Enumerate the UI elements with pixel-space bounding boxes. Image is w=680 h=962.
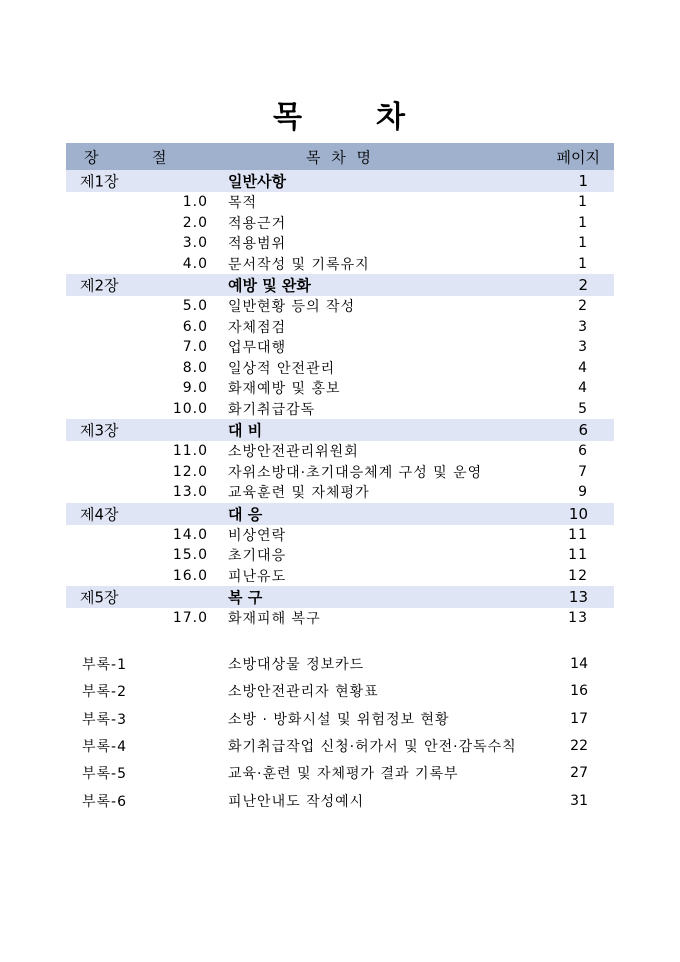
appendix-title: 소방 · 방화시설 및 위험정보 현황 — [228, 711, 450, 728]
section-page: 13 — [568, 610, 588, 627]
section-row[interactable] — [66, 296, 614, 317]
section-title: 적용근거 — [228, 215, 287, 232]
appendix-label: 부록-6 — [82, 793, 128, 810]
section-title: 적용범위 — [228, 236, 287, 253]
chapter-label: 제1장 — [80, 172, 119, 191]
section-title: 업무대행 — [228, 340, 287, 357]
appendix-title: 피난안내도 작성예시 — [228, 793, 365, 810]
section-page: 6 — [578, 443, 588, 460]
appendix-title: 소방대상물 정보카드 — [228, 657, 365, 674]
section-row[interactable] — [66, 545, 614, 566]
appendix-row[interactable] — [66, 760, 614, 787]
section-row[interactable] — [66, 441, 614, 462]
section-row[interactable] — [66, 358, 614, 379]
section-number: 16.0 — [172, 567, 208, 584]
chapter-page: 6 — [578, 421, 588, 439]
section-title: 비상연락 — [228, 527, 287, 544]
section-page: 12 — [568, 567, 588, 584]
section-title: 목적 — [228, 195, 258, 212]
section-page: 4 — [578, 380, 588, 397]
appendix-page: 31 — [570, 792, 588, 809]
section-page: 9 — [578, 484, 588, 501]
section-number: 10.0 — [172, 400, 208, 417]
appendix-row[interactable] — [66, 787, 614, 814]
chapter-label: 제5장 — [80, 588, 119, 607]
appendix-label: 부록-1 — [82, 657, 128, 674]
section-title: 문서작성 및 기록유지 — [228, 256, 370, 273]
appendix-page: 27 — [570, 765, 588, 782]
appendix-row[interactable] — [66, 651, 614, 678]
section-row[interactable] — [66, 525, 614, 546]
section-number: 1.0 — [182, 194, 208, 211]
appendix-label: 부록-4 — [82, 739, 128, 756]
section-page: 1 — [578, 214, 588, 231]
chapter-title: 대 비 — [228, 421, 263, 440]
section-number: 3.0 — [182, 235, 208, 252]
section-page: 5 — [578, 400, 588, 417]
chapter-page: 10 — [568, 504, 588, 523]
section-number: 9.0 — [182, 380, 208, 397]
appendix-page: 14 — [570, 656, 588, 673]
section-title: 소방안전관리위원회 — [228, 444, 359, 461]
chapter-row[interactable] — [66, 170, 614, 192]
chapter-page: 13 — [568, 588, 588, 606]
chapter-page: 1 — [578, 172, 588, 190]
appendix-label: 부록-3 — [82, 711, 128, 728]
chapter-title: 대 응 — [228, 505, 263, 523]
section-page: 11 — [568, 526, 588, 543]
section-page: 11 — [568, 547, 588, 564]
section-number: 15.0 — [172, 547, 208, 564]
section-row[interactable] — [66, 482, 614, 503]
section-title: 자위소방대·초기대응체계 구성 및 운영 — [228, 464, 483, 481]
page-title-right: 차 — [376, 100, 407, 135]
appendix-page: 22 — [570, 738, 588, 755]
page-title-left: 목 — [273, 100, 304, 135]
section-title: 화기취급감독 — [228, 401, 316, 418]
section-page: 3 — [578, 318, 588, 335]
section-page: 2 — [578, 298, 588, 315]
section-title: 화재피해 복구 — [228, 611, 321, 628]
appendix-row[interactable] — [66, 732, 614, 759]
section-page: 3 — [578, 339, 588, 356]
section-row[interactable] — [66, 608, 614, 629]
section-title: 화재예방 및 홍보 — [228, 381, 341, 398]
section-number: 7.0 — [182, 339, 208, 356]
section-page: 1 — [578, 194, 588, 211]
section-row[interactable] — [66, 192, 614, 213]
appendix-label: 부록-5 — [82, 766, 128, 783]
chapter-title: 일반사항 — [228, 172, 286, 191]
chapter-label: 제2장 — [80, 276, 119, 295]
chapter-title: 복 구 — [228, 588, 263, 607]
section-row[interactable] — [66, 254, 614, 275]
section-number: 13.0 — [172, 484, 208, 501]
section-row[interactable] — [66, 337, 614, 358]
section-number: 5.0 — [182, 298, 208, 315]
section-row[interactable] — [66, 378, 614, 399]
section-number: 4.0 — [182, 255, 208, 272]
appendix-title: 화기취급작업 신청·허가서 및 안전·감독수칙 — [228, 739, 517, 756]
section-row[interactable] — [66, 399, 614, 420]
chapter-row[interactable] — [66, 503, 614, 525]
appendix-row[interactable] — [66, 705, 614, 732]
chapter-title: 예방 및 완화 — [228, 276, 311, 295]
section-number: 12.0 — [172, 463, 208, 480]
chapter-row[interactable] — [66, 419, 614, 441]
header-name: 목 차 명 — [305, 148, 374, 166]
section-page: 7 — [578, 463, 588, 480]
section-title: 초기대응 — [228, 548, 287, 565]
header-chapter: 장 — [84, 148, 99, 166]
header-section: 절 — [152, 148, 167, 166]
header-page: 페이지 — [556, 148, 600, 166]
appendix-title: 교육·훈련 및 자체평가 결과 기록부 — [228, 766, 459, 783]
section-row[interactable] — [66, 566, 614, 587]
section-number: 6.0 — [182, 318, 208, 335]
section-page: 1 — [578, 235, 588, 252]
chapter-row[interactable] — [66, 274, 614, 296]
appendix-label: 부록-2 — [82, 684, 128, 701]
section-number: 2.0 — [182, 214, 208, 231]
chapter-label: 제3장 — [80, 421, 119, 440]
section-title: 일상적 안전관리 — [228, 360, 336, 377]
section-row[interactable] — [66, 317, 614, 338]
appendix-spacer — [66, 629, 614, 651]
section-title: 피난유도 — [228, 568, 287, 585]
section-title: 교육훈련 및 자체평가 — [228, 485, 370, 502]
appendix-title: 소방안전관리자 현황표 — [228, 684, 379, 701]
chapter-label: 제4장 — [80, 505, 119, 523]
page-title — [0, 92, 680, 136]
section-title: 자체점검 — [228, 319, 287, 336]
section-row[interactable] — [66, 213, 614, 234]
appendix-page: 17 — [570, 710, 588, 727]
section-number: 11.0 — [172, 443, 208, 460]
section-page: 4 — [578, 359, 588, 376]
section-number: 14.0 — [172, 526, 208, 543]
table-of-contents — [66, 143, 614, 814]
section-row[interactable] — [66, 233, 614, 254]
section-number: 8.0 — [182, 359, 208, 376]
chapter-page: 2 — [578, 276, 588, 294]
section-row[interactable] — [66, 462, 614, 483]
appendix-page: 16 — [570, 683, 588, 700]
section-title: 일반현황 등의 작성 — [228, 299, 356, 316]
section-page: 1 — [578, 255, 588, 272]
section-number: 17.0 — [172, 610, 208, 627]
chapter-row[interactable] — [66, 586, 614, 608]
toc-header-row — [66, 143, 614, 170]
appendix-row[interactable] — [66, 678, 614, 705]
